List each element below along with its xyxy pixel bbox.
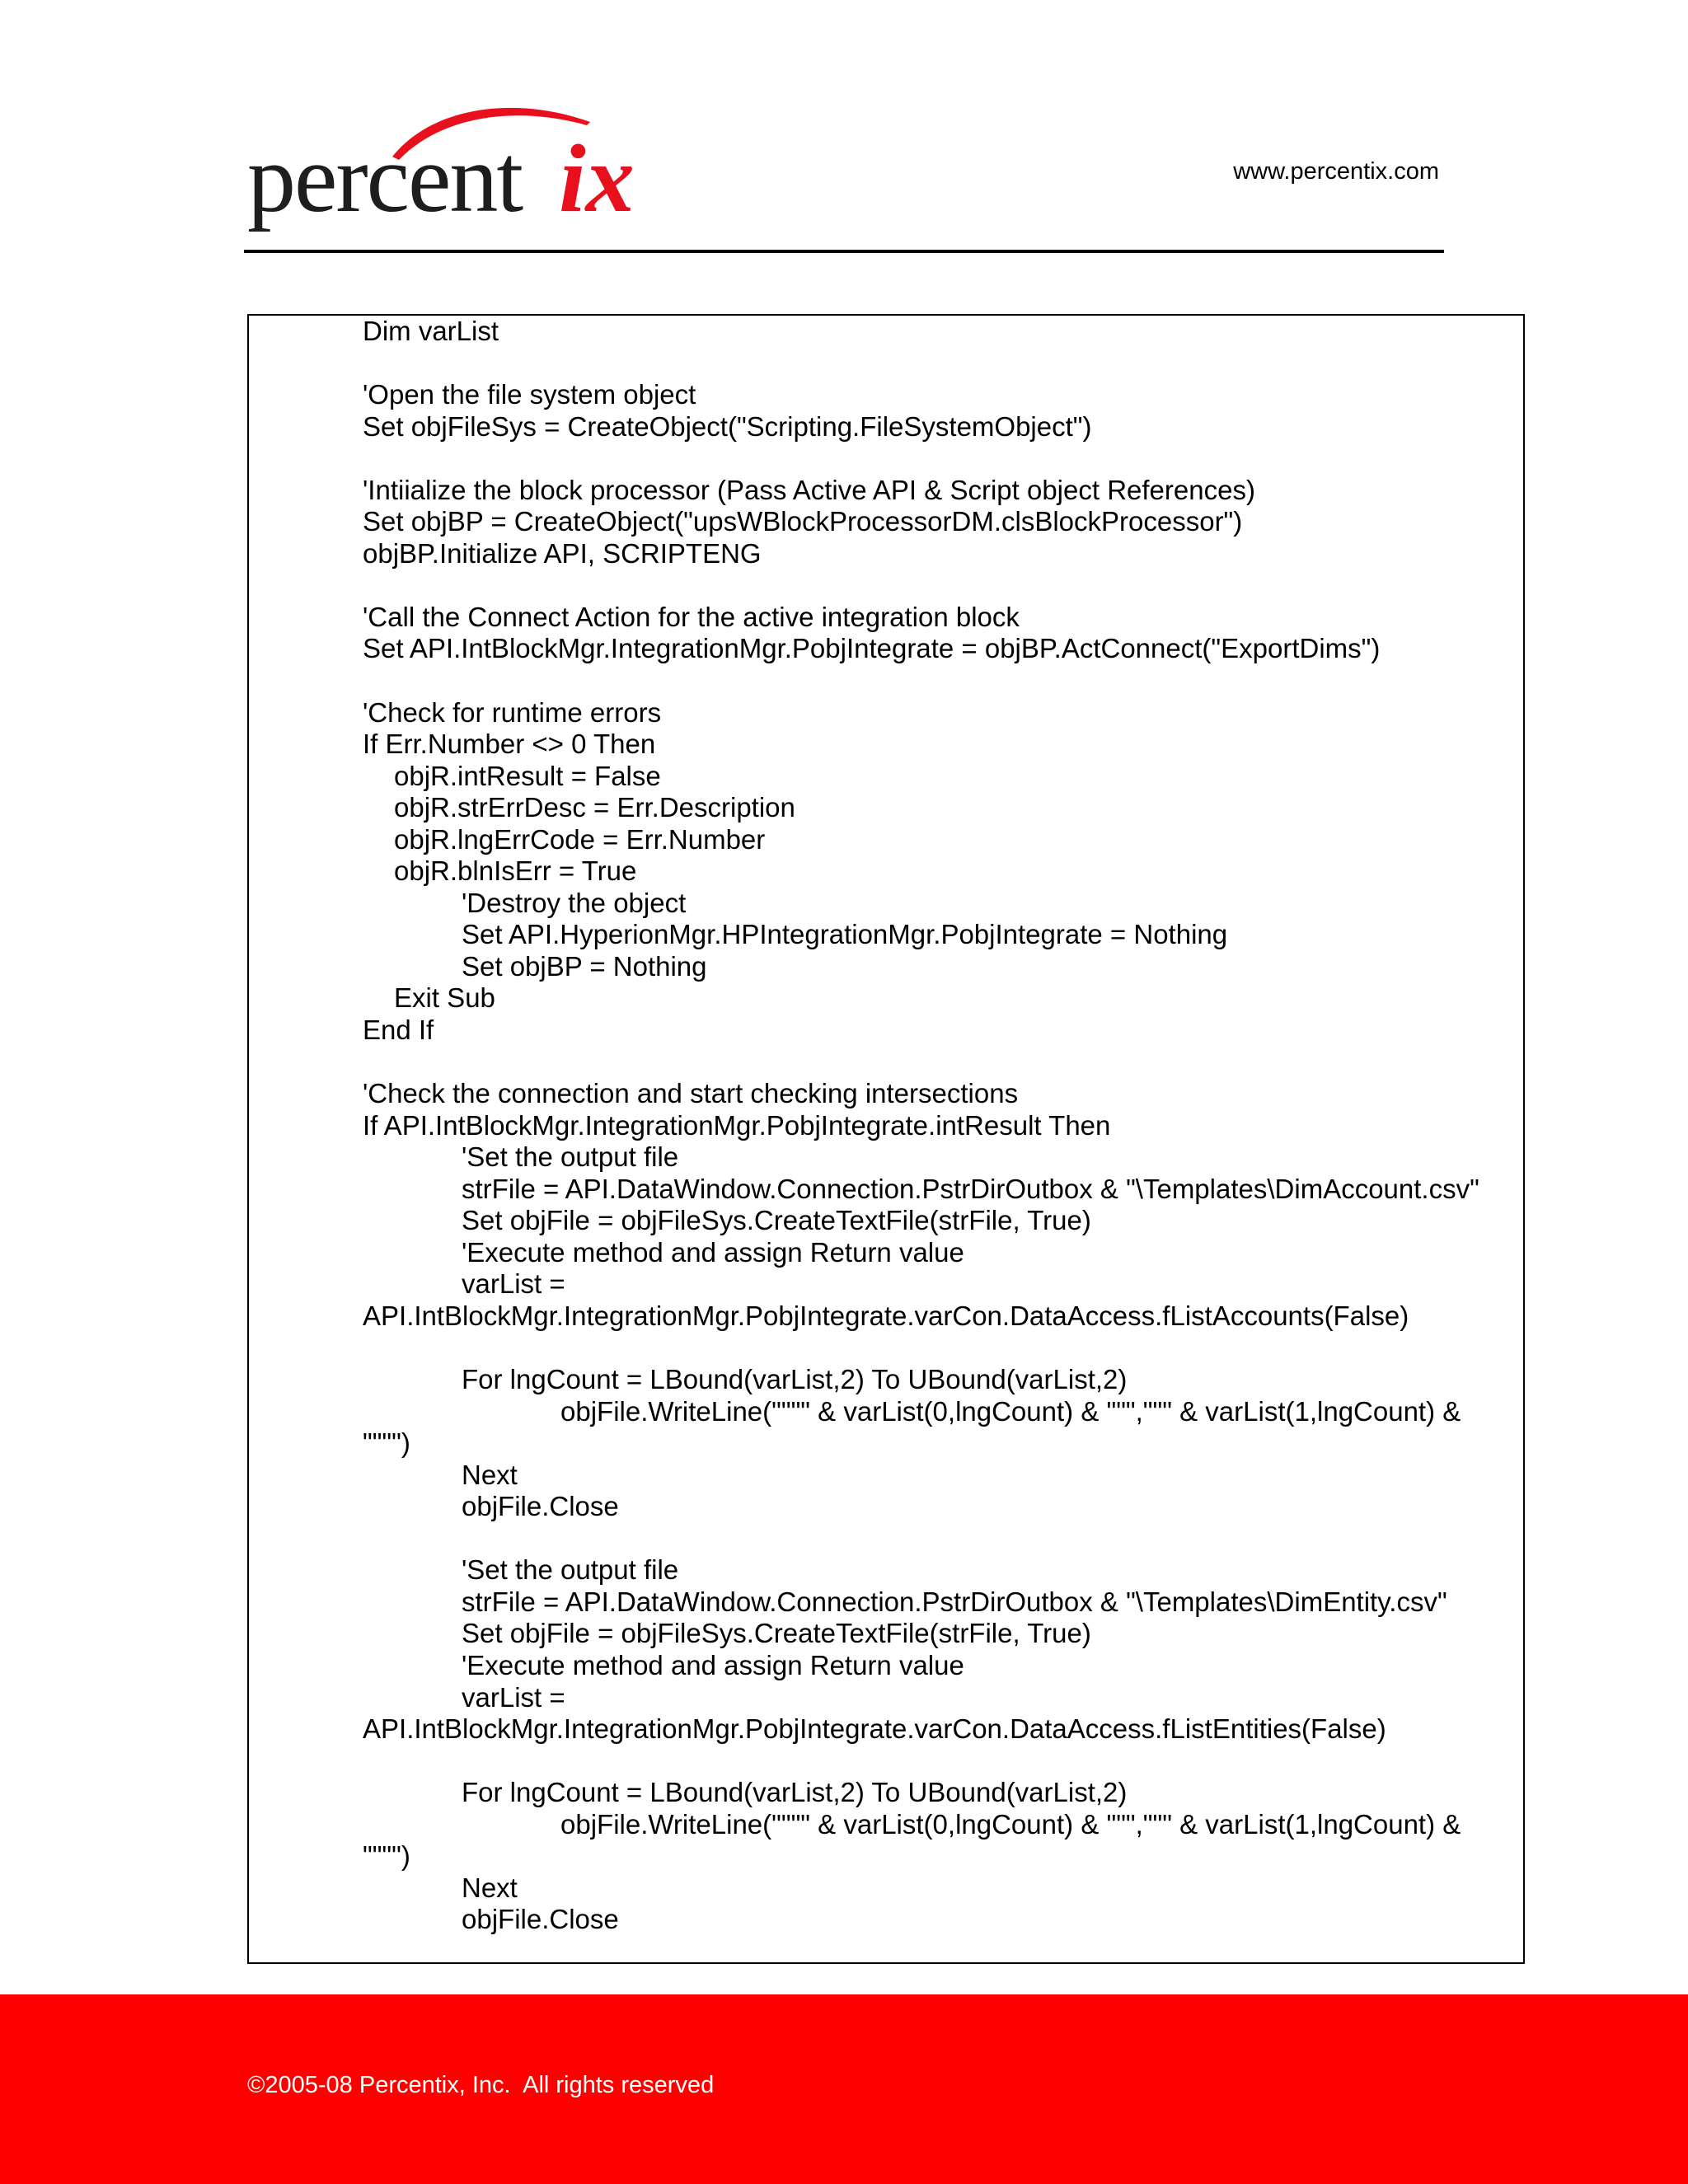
logo-text-dark: percent	[247, 124, 523, 232]
code-line: 'Check for runtime errors	[363, 696, 662, 728]
code-line: 'Check the connection and start checking intersections	[363, 1078, 1019, 1109]
code-line: Set objFile = objFileSys.CreateTextFile(strFile, True)	[462, 1205, 1091, 1236]
code-line: If API.IntBlockMgr.IntegrationMgr.PobjIntegrate.intResult Then	[363, 1109, 1111, 1141]
code-line: strFile = API.DataWindow.Connection.PstrDirOutbox & "\Templates\DimEntity.csv"	[462, 1586, 1447, 1617]
footer-band	[0, 1994, 1688, 2184]
code-line: """")	[363, 1840, 410, 1872]
code-line: API.IntBlockMgr.IntegrationMgr.PobjIntegrate.varCon.DataAccess.fListEntities(False)	[363, 1713, 1386, 1745]
code-line: Exit Sub	[394, 982, 495, 1014]
code-line: objBP.Initialize API, SCRIPTENG	[363, 537, 762, 569]
code-line: objR.blnIsErr = True	[394, 855, 637, 887]
code-line: objR.lngErrCode = Err.Number	[394, 823, 766, 855]
code-line: 'Open the file system object	[363, 379, 696, 410]
code-line: 'Destroy the object	[462, 887, 687, 918]
code-line: 'Set the output file	[462, 1141, 679, 1173]
code-line	[363, 1746, 1550, 1778]
code-line: Set objBP = Nothing	[462, 950, 707, 982]
website-url: www.percentix.com	[1233, 158, 1439, 185]
code-line: Dim varList	[363, 316, 499, 346]
code-line: 'Execute method and assign Return value	[462, 1236, 964, 1268]
code-line: If Err.Number <> 0 Then	[363, 729, 656, 760]
code-line: objFile.Close	[462, 1491, 619, 1522]
code-line: For lngCount = LBound(varList,2) To UBound(varList,2)	[462, 1364, 1128, 1395]
code-line: varList =	[462, 1268, 565, 1300]
code-line: End If	[363, 1015, 434, 1046]
code-line: Set objFileSys = CreateObject("Scripting.FileSystemObject")	[363, 410, 1092, 442]
code-line: """")	[363, 1427, 410, 1459]
code-line: Set API.HyperionMgr.HPIntegrationMgr.PobjIntegrate = Nothing	[462, 919, 1228, 950]
code-line: 'Set the output file	[462, 1554, 679, 1586]
code-line: For lngCount = LBound(varList,2) To UBound(varList,2)	[462, 1777, 1128, 1808]
code-line: 'Intiialize the block processor (Pass Active API & Script object References)	[363, 474, 1255, 505]
code-line: 'Execute method and assign Return value	[462, 1649, 964, 1680]
code-listing-box	[247, 314, 1525, 1964]
code-line: Next	[462, 1459, 518, 1490]
code-listing	[363, 316, 1550, 1936]
code-line: objFile.Close	[462, 1904, 619, 1935]
code-line	[363, 348, 1550, 380]
code-line	[363, 443, 1550, 475]
code-line: varList =	[462, 1681, 565, 1713]
percentix-logo	[244, 97, 673, 246]
code-line: API.IntBlockMgr.IntegrationMgr.PobjIntegrate.varCon.DataAccess.fListAccounts(False)	[363, 1300, 1409, 1331]
code-line: strFile = API.DataWindow.Connection.PstrDirOutbox & "\Templates\DimAccount.csv"	[462, 1173, 1479, 1204]
code-line	[363, 569, 1550, 602]
code-line: Set objFile = objFileSys.CreateTextFile(strFile, True)	[462, 1618, 1091, 1649]
code-line	[363, 1333, 1550, 1365]
code-line: Set API.IntBlockMgr.IntegrationMgr.PobjIntegrate = objBP.ActConnect("ExportDims")	[363, 633, 1381, 664]
code-line: objR.intResult = False	[394, 760, 661, 791]
code-line: objFile.WriteLine("""" & varList(0,lngCount) & """,""" & varList(1,lngCount) &	[560, 1395, 1461, 1427]
copyright-text: ©2005-08 Percentix, Inc. All rights reserved	[247, 2072, 715, 2098]
code-line: objFile.WriteLine("""" & varList(0,lngCount) & """,""" & varList(1,lngCount) &	[560, 1808, 1461, 1840]
code-line: Next	[462, 1872, 518, 1903]
header-divider	[244, 250, 1444, 253]
code-line	[363, 665, 1550, 697]
code-line: objR.strErrDesc = Err.Description	[394, 792, 795, 823]
code-line: 'Call the Connect Action for the active integration block	[363, 601, 1020, 632]
code-line: Set objBP = CreateObject("upsWBlockProcessorDM.clsBlockProcessor")	[363, 506, 1243, 537]
logo-text-red: ix	[559, 124, 635, 232]
code-line	[363, 1047, 1550, 1079]
code-line	[363, 1523, 1550, 1555]
